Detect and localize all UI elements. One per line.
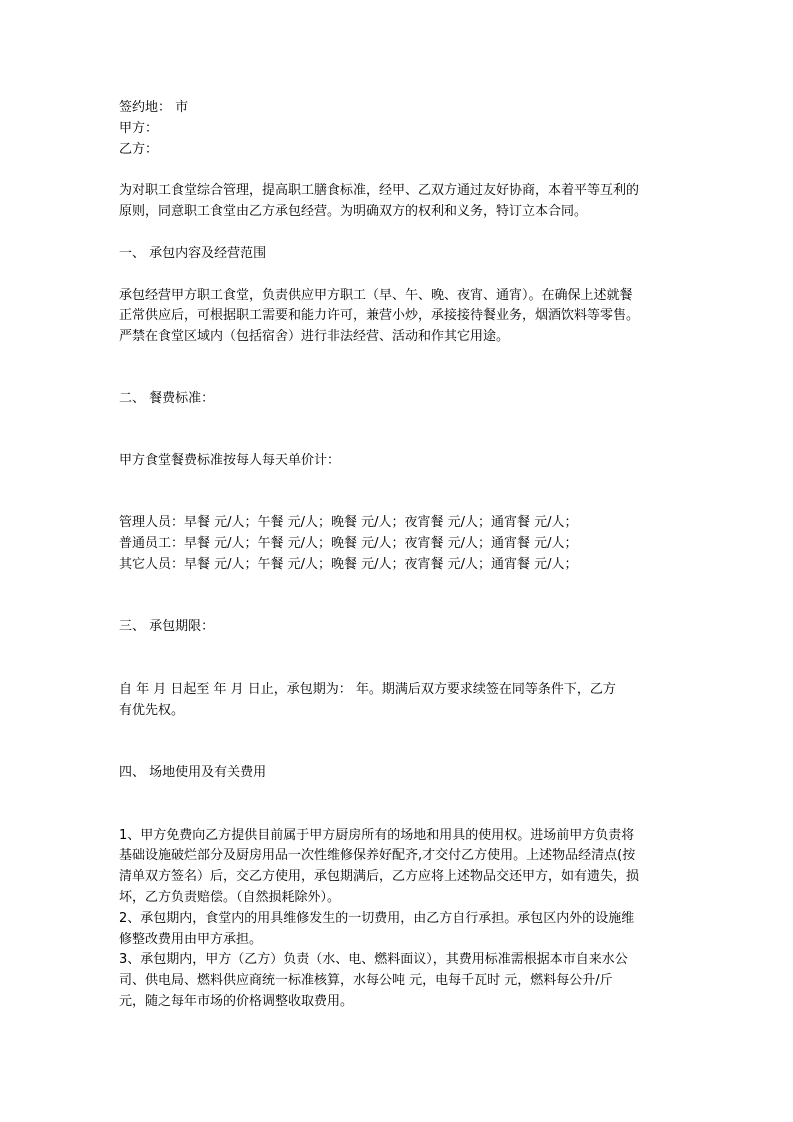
section4-line: 司、供电局、燃料供应商统一标准核算，水每公吨 元，电每千瓦时 元，燃料每公升/斤 (119, 973, 613, 988)
section-heading-1: 一、 承包内容及经营范围 (119, 246, 267, 261)
section4-line: 2、承包期内，食堂内的用具维修发生的一切费用，由乙方自行承担。承包区内外的设施维 (119, 911, 635, 926)
section4-line: 元，随之每年市场的价格调整收取费用。 (119, 994, 354, 1009)
meal-rate-row: 管理人员：早餐 元/人；午餐 元/人；晚餐 元/人；夜宵餐 元/人；通宵餐 元/人； (119, 515, 578, 530)
section4-line: 修整改费用由甲方承担。 (119, 932, 263, 947)
signing-place: 签约地： 市 (119, 100, 189, 115)
section4-line: 清单双方签名）后，交乙方使用，承包期满后，乙方应将上述物品交还甲方，如有遗失，损 (119, 869, 640, 884)
party-b: 乙方： (119, 142, 159, 157)
section3-line: 有优先权。 (119, 703, 185, 718)
section1-line: 承包经营甲方职工食堂，负责供应甲方职工（早、午、晚、夜宵、通宵）。在确保上述就餐 (119, 288, 633, 303)
section3-line: 自 年 月 日起至 年 月 日止，承包期为： 年。期满后双方要求续签在同等条件下，乙方 (119, 682, 616, 697)
section4-line: 3、承包期内，甲方（乙方）负责（水、电、燃料面议），其费用标准需根据本市自来水公 (119, 952, 628, 967)
section4-line: 基础设施破烂部分及厨房用品一次性维修保养好配齐,才交付乙方使用。上述物品经清点(按 (119, 848, 636, 863)
section4-line: 1、甲方免费向乙方提供目前属于甲方厨房所有的场地和用具的使用权。进场前甲方负责将 (119, 828, 635, 843)
meal-rate-row: 普通员工：早餐 元/人；午餐 元/人；晚餐 元/人；夜宵餐 元/人；通宵餐 元/人； (119, 536, 578, 551)
section4-line: 坏，乙方负责赔偿。（自然损耗除外）。 (119, 890, 341, 905)
meal-rate-row: 其它人员：早餐 元/人；午餐 元/人；晚餐 元/人；夜宵餐 元/人；通宵餐 元/人； (119, 557, 578, 572)
section1-line: 严禁在食堂区域内（包括宿舍）进行非法经营、活动和作其它用途。 (119, 329, 510, 344)
intro-line: 为对职工食堂综合管理，提高职工膳食标准，经甲、乙双方通过友好协商，本着平等互利的 (119, 183, 640, 198)
intro-line: 原则，同意职工食堂由乙方承包经营。为明确双方的权利和义务，特订立本合同。 (119, 204, 588, 219)
section-heading-3: 三、 承包期限： (119, 619, 215, 634)
section1-line: 正常供应后，可根据职工需要和能力许可，兼营小炒，承接接待餐业务，烟酒饮料等零售。 (119, 308, 640, 323)
meal-standard-intro: 甲方食堂餐费标准按每人每天单价计： (119, 453, 341, 468)
section-heading-2: 二、 餐费标准： (119, 391, 215, 406)
party-a: 甲方： (119, 121, 159, 136)
section-heading-4: 四、 场地使用及有关费用 (119, 765, 267, 780)
